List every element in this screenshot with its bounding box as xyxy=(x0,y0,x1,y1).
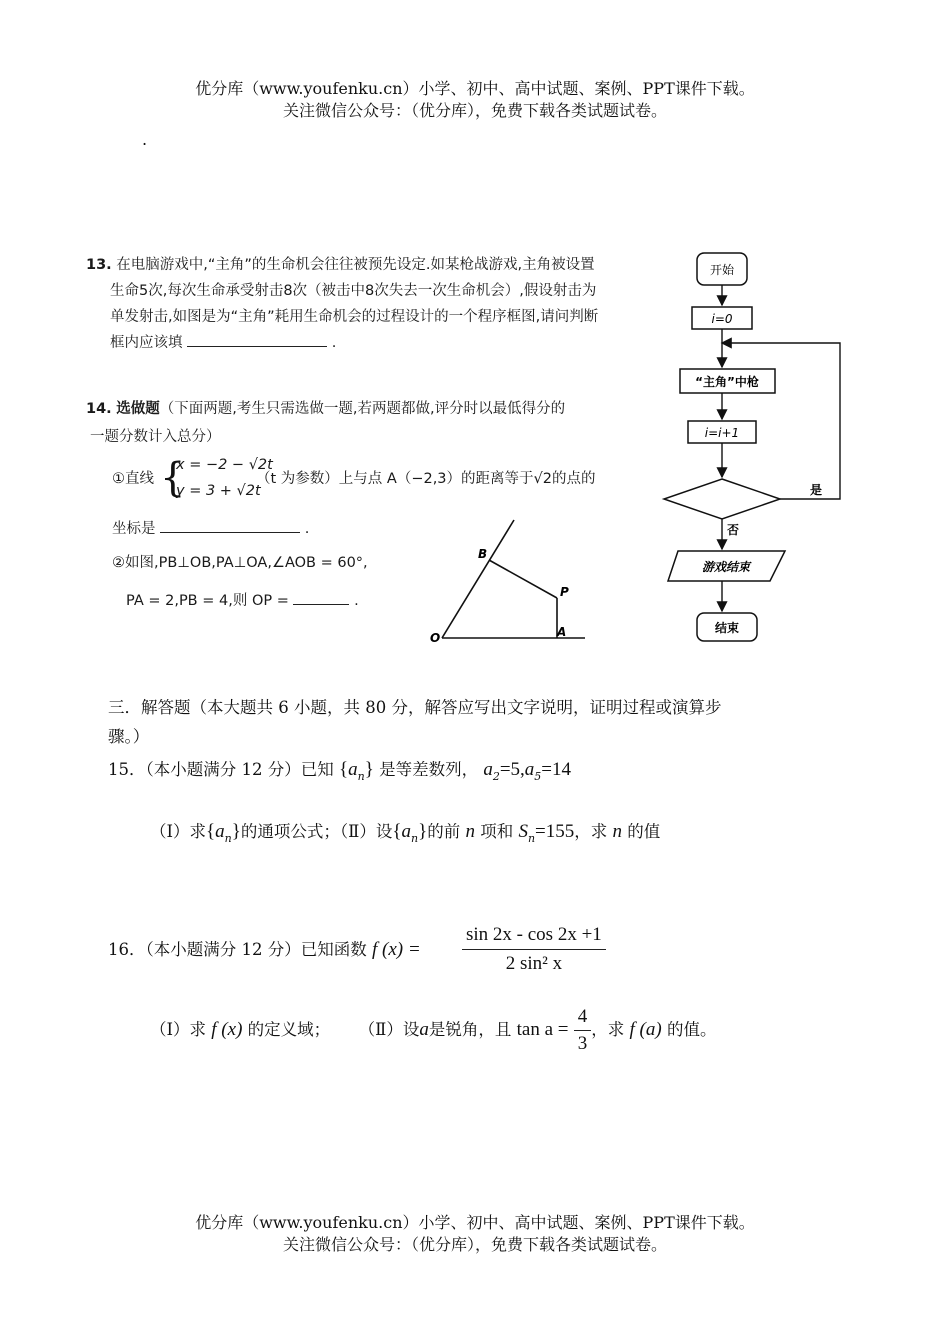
q15-a5: a xyxy=(524,759,535,780)
q16-part2-mid: 是锐角，且 xyxy=(428,1020,512,1039)
q15-n-var-2: n xyxy=(612,821,622,842)
q15-part1-seq-sub: n xyxy=(224,832,232,845)
header-line-1: 优分库（www.youfenku.cn）小学、初中、高中试题、案例、PPT课件下载。 xyxy=(195,79,755,98)
label-o: O xyxy=(430,631,441,645)
q16-line-2 xyxy=(150,1006,716,1055)
q15-line-1: 15．（本小题满分 12 分）已知 $\{a_n\}$ 是等差数列， $a_2=5,a_5=14$ xyxy=(108,759,572,783)
q15-S-val: =155 xyxy=(535,821,575,842)
q15-part2-mid3: ，求 xyxy=(574,822,608,841)
q15-part2-mid2: 项和 xyxy=(480,822,514,841)
q15-part2-suffix: 的值 xyxy=(627,822,661,841)
q16-tan-fraction xyxy=(574,1006,592,1055)
q16-part2-suffix: 的值。 xyxy=(666,1020,717,1039)
footer-line-1: 优分库（www.youfenku.cn）小学、初中、高中试题、案例、PPT课件下载。 xyxy=(195,1213,755,1232)
q14-p1-line-2 xyxy=(112,516,309,542)
q15-part1-seq: a xyxy=(215,821,225,842)
flow-yes-label: 是 xyxy=(810,483,823,497)
q16-fraction xyxy=(462,924,606,975)
q13-number: 13. xyxy=(86,257,112,273)
q14-p1-line-2-prefix: 坐标是 xyxy=(112,521,156,537)
q15-part2-seq: a xyxy=(401,821,411,842)
flow-end-label: 结束 xyxy=(714,621,740,635)
q16-prefix: 16．（本小题满分 12 分）已知函数 xyxy=(108,940,367,959)
q14-title: 选做题 xyxy=(116,401,160,417)
flow-decision-diamond xyxy=(664,479,780,519)
q16-fx: f (x) = xyxy=(371,939,421,960)
q15-n-var: n xyxy=(465,821,475,842)
q13-answer-blank[interactable] xyxy=(187,330,327,347)
q14-line-1 xyxy=(86,396,565,422)
q13-line-3: 单发射击,如图是为“主角”耗用生命机会的过程设计的一个程序框图,请问判断 xyxy=(110,309,599,325)
q15-S-sub: n xyxy=(527,832,536,845)
q13-line-4-suffix: . xyxy=(331,335,337,351)
q14-p2-line-2-prefix: PA = 2,PB = 4,则 OP = xyxy=(126,593,289,609)
q14-p2-answer-blank[interactable] xyxy=(293,588,349,605)
footer-line-2: 关注微信公众号：（优分库），免费下载各类试题试卷。 xyxy=(282,1235,667,1254)
q14-number: 14. xyxy=(86,401,112,417)
q15-a2-sub: 2 xyxy=(492,770,500,783)
q14-p1-answer-blank[interactable] xyxy=(160,516,300,533)
q16-numerator: sin 2x - cos 2x +1 xyxy=(462,924,606,950)
q15-S: S xyxy=(518,821,528,842)
q16-part2-mid2: ，求 xyxy=(591,1020,625,1039)
label-a: A xyxy=(557,625,567,639)
q16-frac-den: 3 xyxy=(577,1033,588,1054)
q15-seq-sub: n xyxy=(357,770,365,783)
geometry-diagram xyxy=(420,510,595,650)
q16-part2-fa: f (a) xyxy=(629,1019,662,1040)
q16-part2-prefix: （Ⅱ）设 xyxy=(358,1020,420,1039)
flowchart xyxy=(660,245,860,650)
q16-part1-prefix: （Ⅰ）求 xyxy=(150,1020,207,1039)
section3-line-2: 骤。） xyxy=(108,727,150,746)
stray-dot: . xyxy=(142,130,148,149)
flow-game-over-label: 游戏结束 xyxy=(701,560,751,574)
q15-a2: a xyxy=(483,759,493,780)
section3-line-1: 三．解答题（本大题共 6 小题，共 80 分，解答应写出文字说明，证明过程或演算步 xyxy=(108,698,722,717)
flow-no-label: 否 xyxy=(727,523,740,537)
header-line-2: 关注微信公众号：（优分库），免费下载各类试题试卷。 xyxy=(282,101,667,120)
q14-p1-line-2-suffix: . xyxy=(304,521,310,537)
q14-p1-prefix: ①直线 xyxy=(112,471,154,487)
flow-start-label: 开始 xyxy=(709,263,735,277)
q14-brace: { xyxy=(160,455,186,501)
q15-line-2: （Ⅰ）求$\{a_n\}$的通项公式；（Ⅱ）设$\{a_n\}$的前 n 项和 $S_n=155$，求 n 的值 xyxy=(150,821,661,845)
q16-denominator: 2 sin² x xyxy=(505,953,563,974)
q16-part1-fx: f (x) xyxy=(211,1019,243,1040)
q13-line-4-prefix: 框内应该填 xyxy=(110,335,183,351)
q14-text-1: （下面两题,考生只需选做一题,若两题都做,评分时以最低得分的 xyxy=(159,401,566,417)
ray-ob xyxy=(442,520,514,638)
flow-init-label: i=0 xyxy=(711,312,733,326)
q16-part2-a: a xyxy=(419,1019,429,1040)
q15-part2-mid: 的前 xyxy=(427,822,461,841)
q13-line-1 xyxy=(86,252,595,278)
flow-increment-label: i=i+1 xyxy=(704,426,740,440)
q15-cond2: =14 xyxy=(541,759,572,780)
q15-a5-sub: 5 xyxy=(534,770,542,783)
q15-cond: =5, xyxy=(499,759,525,780)
q14-p2-line-2-suffix: . xyxy=(354,593,359,609)
segment-bp xyxy=(489,560,557,598)
q14-p1-eq1: x = −2 − √2t xyxy=(176,457,273,473)
q15-part1-prefix: （Ⅰ）求 xyxy=(150,822,207,841)
q15-part2-seq-sub: n xyxy=(410,832,419,845)
q14-p2-line-1: ②如图,PB⊥OB,PA⊥OA,∠AOB = 60°, xyxy=(112,555,368,571)
q15-seq-var: a xyxy=(348,759,358,780)
q14-line-2: 一题分数计入总分） xyxy=(90,429,221,445)
q16-line-1 xyxy=(108,936,421,963)
q14-p1-eq2: y = 3 + √2t xyxy=(176,483,261,499)
q15-prefix: 15．（本小题满分 12 分）已知 xyxy=(108,760,334,779)
q16-part1-suffix: 的定义域； xyxy=(247,1020,331,1039)
q16-frac-num: 4 xyxy=(574,1006,592,1031)
label-b: B xyxy=(478,547,488,561)
q14-p2-line-2 xyxy=(126,588,359,614)
q13-line-2: 生命5次,每次生命承受射击8次（被击中8次失去一次生命机会）,假设射击为 xyxy=(110,283,597,299)
q15-mid: 是等差数列， xyxy=(379,760,479,779)
q15-part1-suffix: 的通项公式；（Ⅱ）设 xyxy=(240,822,393,841)
label-p: P xyxy=(560,585,569,599)
q14-p1-mid: （t 为参数）上与点 A（−2,3）的距离等于√2的点的 xyxy=(256,471,596,487)
q16-tan: tan a = xyxy=(516,1019,569,1040)
flow-shot-label: “主角”中枪 xyxy=(695,375,759,389)
q13-text-1: 在电脑游戏中,“主角”的生命机会往往被预先设定.如某枪战游戏,主角被设置 xyxy=(116,257,595,273)
q13-line-4 xyxy=(110,330,336,356)
